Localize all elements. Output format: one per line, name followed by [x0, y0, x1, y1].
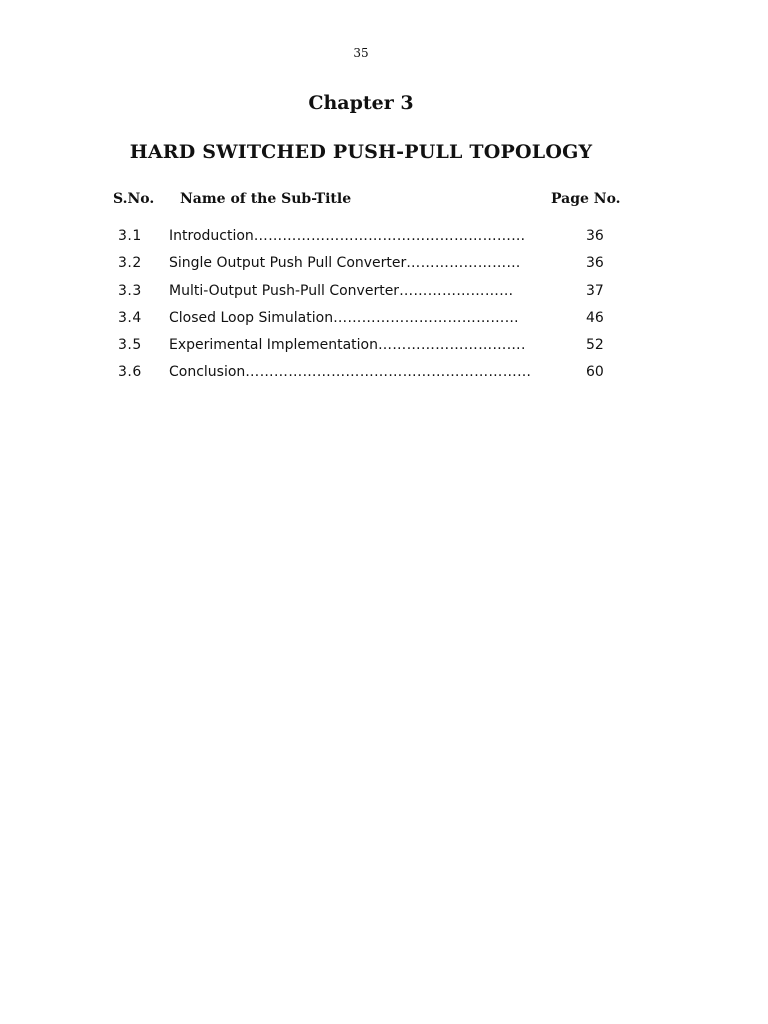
toc-entry-title — [169, 282, 513, 300]
toc-entry-title-text: Multi-Output Push-Pull Converter — [169, 282, 400, 299]
toc-entry-title — [169, 363, 531, 381]
toc-entry-number: 3.2 — [118, 255, 142, 272]
toc-entry-title — [169, 254, 521, 272]
toc-entry-title-text: Closed Loop Simulation — [169, 309, 334, 326]
toc-entry-title — [169, 227, 525, 245]
header-page: Page No. — [551, 191, 621, 207]
toc-entry-number: 3.4 — [118, 309, 142, 326]
toc-entry — [0, 282, 768, 309]
toc-entry-title-text: Single Output Push Pull Converter — [169, 255, 407, 272]
toc-entry-page: 52 — [586, 337, 604, 354]
toc-entry-title — [169, 336, 526, 354]
toc-entry-number: 3.5 — [118, 337, 142, 354]
toc-entry-page: 36 — [586, 228, 604, 244]
page-number: 35 — [353, 46, 369, 60]
toc-entry — [0, 336, 768, 363]
toc-entry-leader: …………………………. — [377, 337, 526, 354]
toc-entry-number: 3.1 — [118, 228, 142, 244]
toc-entry-number: 3.3 — [118, 282, 142, 299]
toc-entry-leader: ………………………………… — [333, 309, 519, 326]
toc-entry-leader: …………………………………………………… — [245, 364, 532, 381]
toc-header-row — [0, 191, 768, 211]
toc-entry-leader: …………………… — [399, 282, 514, 299]
chapter-label: Chapter 3 — [308, 92, 414, 114]
toc-entry — [0, 254, 768, 281]
toc-entry-title-text: Introduction — [169, 228, 254, 244]
toc-entry-number: 3.6 — [118, 364, 142, 381]
toc-entry — [0, 363, 768, 390]
toc-entry-page: 60 — [586, 364, 604, 381]
toc-entry-title-text: Experimental Implementation — [169, 337, 378, 354]
toc-entry-leader: ………………………………………………… — [253, 228, 526, 244]
toc-entry-page: 46 — [586, 309, 604, 326]
toc-entry-title — [169, 309, 519, 327]
toc-entry — [0, 309, 768, 336]
header-sno: S.No. — [113, 191, 155, 207]
toc-entry-page: 37 — [586, 282, 604, 299]
header-name: Name of the Sub-Title — [180, 191, 352, 207]
chapter-title: HARD SWITCHED PUSH-PULL TOPOLOGY — [129, 141, 593, 163]
toc-entry-page: 36 — [586, 255, 604, 272]
toc-entry-title-text: Conclusion — [169, 364, 246, 381]
toc-entry — [0, 227, 768, 254]
toc-entry-leader: …………………… — [406, 255, 521, 272]
toc-list — [0, 227, 768, 391]
